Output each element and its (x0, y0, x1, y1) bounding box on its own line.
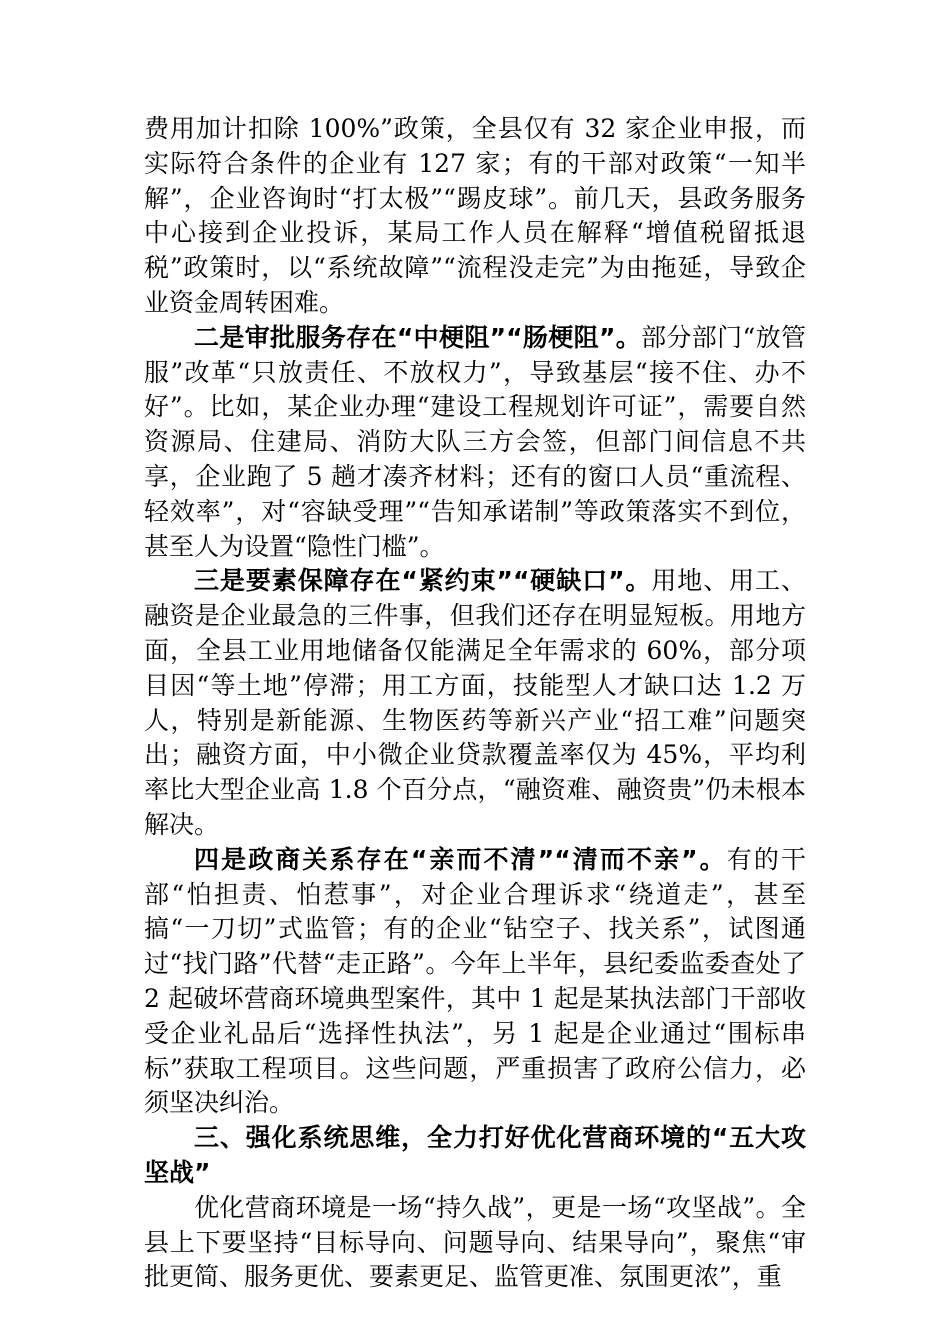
document-page (144, 112, 806, 1295)
paragraph-text: 有的干部“怕担责、怕惹事”，对企业合理诉求“绕道走”，甚至搞“一刀切”式监管；有的企业“钻空子、找关系”，试图通过“找门路”代替“走正路”。今年上半年，县纪委监委查处了 2 起破坏营商环境典型案件，其中 1 起是某执法部门干部收受企业礼品后“选择性执法”，另 1 起是企业通过“围标串标”获取工程项目。这些问题，严重损害了政府公信力，必须坚决纠治。 (144, 844, 806, 1118)
paragraph-continuation (144, 112, 806, 321)
section-heading: 三、强化系统思维，全力打好优化营商环境的“五大攻坚战” (144, 1123, 806, 1187)
paragraph-text: 费用加计扣除 100%”政策，全县仅有 32 家企业申报，而实际符合条件的企业有 127 家；有的干部对政策“一知半解”，企业咨询时“打太极”“踢皮球”。前几天，县政务服务中心接到企业投诉，某局工作人员在解释“增值税留抵退税”政策时，以“系统故障”“流程没走完”为由拖延，导致企业资金周转困难。 (144, 114, 806, 317)
paragraph-final: 优化营商环境是一场“持久战”，更是一场“攻坚战”。全县上下要坚持“目标导向、问题导向、结果导向”，聚焦“审批更简、服务更优、要素更足、监管更准、氛围更浓”，重 (144, 1192, 806, 1292)
paragraph-text: 用地、用工、融资是企业最急的三件事，但我们还存在明显短板。用地方面，全县工业用地储备仅能满足全年需求的 60%，部分项目因“等土地”停滞；用工方面，技能型人才缺口达 1.2 万人，特别是新能源、生物医药等新兴产业“招工难”问题突出；融资方面，中小微企业贷款覆盖率仅为 45%，平均利率比大型企业高 1.8 个百分点，“融资难、融资贵”仍未根本解决。 (144, 566, 806, 839)
paragraph-factor-guarantee (144, 564, 806, 842)
paragraph-lead: 二是审批服务存在“中梗阻”“肠梗阻”。 (194, 322, 642, 352)
paragraph-approval-service (144, 321, 806, 565)
paragraph-text: 部分部门“放管服”改革“只放责任、不放权力”，导致基层“接不住、办不好”。比如，某企业办理“建设工程规划许可证”，需要自然资源局、住建局、消防大队三方会签，但部门间信息不共享，企业跑了 5 趟才凑齐材料；还有的窗口人员“重流程、轻效率”，对“容缺受理”“告知承诺制”等政策落实不到位，甚至人为设置“隐性门槛”。 (144, 322, 806, 561)
paragraph-lead: 三是要素保障存在“紧约束”“硬缺口”。 (194, 566, 652, 596)
paragraph-lead: 四是政商关系存在“亲而不清”“清而不亲”。 (194, 844, 727, 874)
paragraph-government-business (144, 843, 806, 1121)
